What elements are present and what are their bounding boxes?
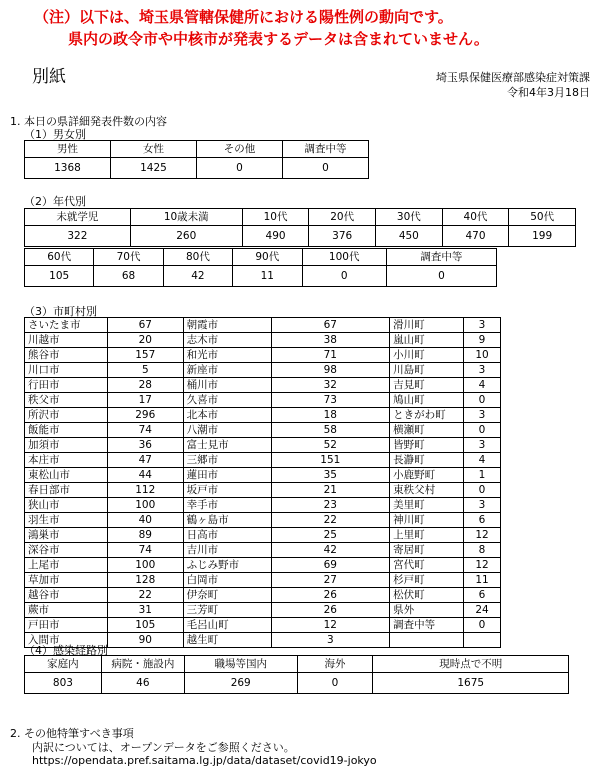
city-name: 八潮市 bbox=[183, 423, 271, 438]
city-name: 嵐山町 bbox=[390, 333, 464, 348]
city-name: 本庄市 bbox=[25, 453, 108, 468]
city-name: 秩父市 bbox=[25, 393, 108, 408]
city-name: 美里町 bbox=[390, 498, 464, 513]
city-name: 久喜市 bbox=[183, 393, 271, 408]
age-header: 調査中等 bbox=[386, 249, 496, 266]
age-value: 470 bbox=[442, 226, 509, 247]
city-name: 滑川町 bbox=[390, 318, 464, 333]
city-name: 川島町 bbox=[390, 363, 464, 378]
city-count: 47 bbox=[107, 453, 183, 468]
city-count: 44 bbox=[107, 468, 183, 483]
city-count: 112 bbox=[107, 483, 183, 498]
city-name: 北本市 bbox=[183, 408, 271, 423]
city-count: 10 bbox=[464, 348, 501, 363]
route-value: 269 bbox=[184, 673, 297, 694]
city-name: 志木市 bbox=[183, 333, 271, 348]
city-count: 90 bbox=[107, 633, 183, 648]
age-value: 42 bbox=[163, 266, 232, 287]
table-row bbox=[25, 588, 501, 603]
page-title: 別紙 bbox=[32, 67, 66, 87]
gender-value: 1425 bbox=[111, 158, 197, 179]
age-value: 105 bbox=[25, 266, 94, 287]
age-value: 376 bbox=[309, 226, 376, 247]
city-count: 26 bbox=[271, 603, 390, 618]
city-count: 22 bbox=[107, 588, 183, 603]
age-header: 10歳未満 bbox=[130, 209, 242, 226]
age-header: 70代 bbox=[94, 249, 163, 266]
city-name: ときがわ町 bbox=[390, 408, 464, 423]
city-name: 宮代町 bbox=[390, 558, 464, 573]
city-name: 入間市 bbox=[25, 633, 108, 648]
notice-line-2: 県内の政令市や中核市が発表するデータは含まれていません。 bbox=[68, 30, 489, 48]
city-count: 36 bbox=[107, 438, 183, 453]
city-name: 日高市 bbox=[183, 528, 271, 543]
city-count: 3 bbox=[464, 318, 501, 333]
table-row bbox=[25, 543, 501, 558]
city-name: さいたま市 bbox=[25, 318, 108, 333]
age-header: 40代 bbox=[442, 209, 509, 226]
age-header: 80代 bbox=[163, 249, 232, 266]
city-count: 12 bbox=[271, 618, 390, 633]
section-1-heading: 1. 本日の県詳細発表件数の内容 bbox=[10, 115, 167, 128]
table-row bbox=[25, 333, 501, 348]
table-row bbox=[25, 408, 501, 423]
age-header: 60代 bbox=[25, 249, 94, 266]
city-count: 9 bbox=[464, 333, 501, 348]
city-count: 40 bbox=[107, 513, 183, 528]
city-name: 富士見市 bbox=[183, 438, 271, 453]
city-count: 42 bbox=[271, 543, 390, 558]
age-table-row2 bbox=[24, 248, 497, 287]
city-name: 小川町 bbox=[390, 348, 464, 363]
city-name: 坂戸市 bbox=[183, 483, 271, 498]
city-name: 東松山市 bbox=[25, 468, 108, 483]
city-name: 朝霞市 bbox=[183, 318, 271, 333]
age-table-row1 bbox=[24, 208, 576, 247]
city-count: 71 bbox=[271, 348, 390, 363]
age-value: 322 bbox=[25, 226, 131, 247]
city-name: 越生町 bbox=[183, 633, 271, 648]
age-value: 199 bbox=[509, 226, 576, 247]
city-count: 32 bbox=[271, 378, 390, 393]
city-name: 三郷市 bbox=[183, 453, 271, 468]
city-name: 和光市 bbox=[183, 348, 271, 363]
city-count: 38 bbox=[271, 333, 390, 348]
gender-header: 調査中等 bbox=[283, 141, 369, 158]
city-name: 加須市 bbox=[25, 438, 108, 453]
city-count: 157 bbox=[107, 348, 183, 363]
age-header: 50代 bbox=[509, 209, 576, 226]
city-name: 松伏町 bbox=[390, 588, 464, 603]
city-name: 小鹿野町 bbox=[390, 468, 464, 483]
city-count: 3 bbox=[464, 363, 501, 378]
city-name: 鶴ヶ島市 bbox=[183, 513, 271, 528]
city-name: 桶川市 bbox=[183, 378, 271, 393]
city-name: 深谷市 bbox=[25, 543, 108, 558]
city-name: 県外 bbox=[390, 603, 464, 618]
city-count: 18 bbox=[271, 408, 390, 423]
city-count: 100 bbox=[107, 498, 183, 513]
city-name: 杉戸町 bbox=[390, 573, 464, 588]
route-value: 46 bbox=[101, 673, 184, 694]
city-count: 26 bbox=[271, 588, 390, 603]
age-value: 0 bbox=[386, 266, 496, 287]
city-name: 長瀞町 bbox=[390, 453, 464, 468]
age-header: 20代 bbox=[309, 209, 376, 226]
route-header: 家庭内 bbox=[25, 656, 102, 673]
route-header: 職場等国内 bbox=[184, 656, 297, 673]
city-name: 伊奈町 bbox=[183, 588, 271, 603]
route-header: 病院・施設内 bbox=[101, 656, 184, 673]
city-name: 白岡市 bbox=[183, 573, 271, 588]
city-count: 100 bbox=[107, 558, 183, 573]
city-name: 鴻巣市 bbox=[25, 528, 108, 543]
city-name: 春日部市 bbox=[25, 483, 108, 498]
city-name: 調査中等 bbox=[390, 618, 464, 633]
age-value: 68 bbox=[94, 266, 163, 287]
city-count: 25 bbox=[271, 528, 390, 543]
age-value: 490 bbox=[242, 226, 309, 247]
city-count: 0 bbox=[464, 618, 501, 633]
age-header: 10代 bbox=[242, 209, 309, 226]
age-header: 100代 bbox=[302, 249, 386, 266]
city-name: 狭山市 bbox=[25, 498, 108, 513]
route-heading: （4）感染経路別 bbox=[24, 644, 108, 657]
notice-line-1: （注）以下は、埼玉県管轄保健所における陽性例の動向です。 bbox=[34, 8, 453, 26]
city-count: 4 bbox=[464, 378, 501, 393]
gender-table bbox=[24, 140, 369, 179]
city-name: 越谷市 bbox=[25, 588, 108, 603]
city-count: 98 bbox=[271, 363, 390, 378]
age-value: 450 bbox=[376, 226, 443, 247]
city-name: 上里町 bbox=[390, 528, 464, 543]
route-header: 現時点で不明 bbox=[373, 656, 569, 673]
city-count: 20 bbox=[107, 333, 183, 348]
gender-heading: （1）男女別 bbox=[24, 128, 86, 141]
city-name: 皆野町 bbox=[390, 438, 464, 453]
city-name: 戸田市 bbox=[25, 618, 108, 633]
table-row bbox=[25, 438, 501, 453]
gender-value: 1368 bbox=[25, 158, 111, 179]
city-count: 31 bbox=[107, 603, 183, 618]
city-count: 3 bbox=[464, 438, 501, 453]
table-row bbox=[25, 453, 501, 468]
city-count: 3 bbox=[271, 633, 390, 648]
city-count: 89 bbox=[107, 528, 183, 543]
department: 埼玉県保健医療部感染症対策課 bbox=[436, 71, 590, 84]
city-name bbox=[390, 633, 464, 648]
route-header: 海外 bbox=[297, 656, 373, 673]
city-count: 17 bbox=[107, 393, 183, 408]
city-name: 横瀬町 bbox=[390, 423, 464, 438]
city-count: 8 bbox=[464, 543, 501, 558]
city-name: 吉見町 bbox=[390, 378, 464, 393]
city-count: 27 bbox=[271, 573, 390, 588]
city-name: 飯能市 bbox=[25, 423, 108, 438]
city-name: 川越市 bbox=[25, 333, 108, 348]
age-header: 未就学児 bbox=[25, 209, 131, 226]
city-count: 21 bbox=[271, 483, 390, 498]
city-name: 蕨市 bbox=[25, 603, 108, 618]
city-count: 105 bbox=[107, 618, 183, 633]
table-row bbox=[25, 318, 501, 333]
city-count: 6 bbox=[464, 513, 501, 528]
city-count: 52 bbox=[271, 438, 390, 453]
city-name: 川口市 bbox=[25, 363, 108, 378]
city-count: 22 bbox=[271, 513, 390, 528]
city-count: 74 bbox=[107, 423, 183, 438]
city-heading: （3）市町村別 bbox=[24, 305, 97, 318]
table-row bbox=[25, 393, 501, 408]
city-count: 151 bbox=[271, 453, 390, 468]
city-count: 58 bbox=[271, 423, 390, 438]
city-count: 128 bbox=[107, 573, 183, 588]
open-data-link[interactable]: https://opendata.pref.saitama.lg.jp/data/dataset/covid19-jokyo bbox=[32, 754, 377, 767]
city-name: ふじみ野市 bbox=[183, 558, 271, 573]
city-count: 5 bbox=[107, 363, 183, 378]
city-count: 35 bbox=[271, 468, 390, 483]
gender-value: 0 bbox=[283, 158, 369, 179]
city-count: 4 bbox=[464, 453, 501, 468]
table-row bbox=[25, 468, 501, 483]
gender-header: 男性 bbox=[25, 141, 111, 158]
table-row bbox=[25, 618, 501, 633]
gender-header: その他 bbox=[197, 141, 283, 158]
table-row bbox=[25, 483, 501, 498]
city-name: 毛呂山町 bbox=[183, 618, 271, 633]
city-name: 吉川市 bbox=[183, 543, 271, 558]
age-header: 90代 bbox=[233, 249, 302, 266]
age-heading: （2）年代別 bbox=[24, 195, 86, 208]
city-count: 67 bbox=[271, 318, 390, 333]
city-name: 上尾市 bbox=[25, 558, 108, 573]
city-name: 寄居町 bbox=[390, 543, 464, 558]
city-count: 11 bbox=[464, 573, 501, 588]
city-count bbox=[464, 633, 501, 648]
city-name: 東秩父村 bbox=[390, 483, 464, 498]
city-count: 24 bbox=[464, 603, 501, 618]
age-header: 30代 bbox=[376, 209, 443, 226]
city-count: 74 bbox=[107, 543, 183, 558]
table-row bbox=[25, 528, 501, 543]
city-count: 0 bbox=[464, 483, 501, 498]
section-2-heading: 2. その他特筆すべき事項 bbox=[10, 727, 134, 740]
city-name: 所沢市 bbox=[25, 408, 108, 423]
city-count: 28 bbox=[107, 378, 183, 393]
route-table bbox=[24, 655, 569, 694]
route-value: 803 bbox=[25, 673, 102, 694]
table-row bbox=[25, 603, 501, 618]
city-name: 三芳町 bbox=[183, 603, 271, 618]
city-count: 67 bbox=[107, 318, 183, 333]
age-value: 260 bbox=[130, 226, 242, 247]
city-count: 3 bbox=[464, 498, 501, 513]
age-value: 0 bbox=[302, 266, 386, 287]
city-count: 23 bbox=[271, 498, 390, 513]
age-value: 11 bbox=[233, 266, 302, 287]
city-name: 草加市 bbox=[25, 573, 108, 588]
city-name: 神川町 bbox=[390, 513, 464, 528]
gender-header: 女性 bbox=[111, 141, 197, 158]
table-row bbox=[25, 498, 501, 513]
city-name: 行田市 bbox=[25, 378, 108, 393]
city-name: 羽生市 bbox=[25, 513, 108, 528]
table-row bbox=[25, 558, 501, 573]
gender-value: 0 bbox=[197, 158, 283, 179]
route-value: 0 bbox=[297, 673, 373, 694]
city-name: 新座市 bbox=[183, 363, 271, 378]
table-row bbox=[25, 513, 501, 528]
city-count: 3 bbox=[464, 408, 501, 423]
table-row bbox=[25, 348, 501, 363]
city-table bbox=[24, 317, 501, 648]
date: 令和4年3月18日 bbox=[507, 86, 590, 99]
route-value: 1675 bbox=[373, 673, 569, 694]
table-row bbox=[25, 423, 501, 438]
city-count: 6 bbox=[464, 588, 501, 603]
city-count: 0 bbox=[464, 393, 501, 408]
city-count: 0 bbox=[464, 423, 501, 438]
table-row bbox=[25, 363, 501, 378]
table-row bbox=[25, 573, 501, 588]
city-count: 12 bbox=[464, 528, 501, 543]
section-2-text: 内訳については、オープンデータをご参照ください。 bbox=[32, 741, 295, 754]
city-name: 幸手市 bbox=[183, 498, 271, 513]
city-name: 熊谷市 bbox=[25, 348, 108, 363]
table-row bbox=[25, 378, 501, 393]
city-count: 1 bbox=[464, 468, 501, 483]
city-name: 鳩山町 bbox=[390, 393, 464, 408]
city-count: 296 bbox=[107, 408, 183, 423]
city-count: 12 bbox=[464, 558, 501, 573]
city-name: 蓮田市 bbox=[183, 468, 271, 483]
city-count: 73 bbox=[271, 393, 390, 408]
city-count: 69 bbox=[271, 558, 390, 573]
